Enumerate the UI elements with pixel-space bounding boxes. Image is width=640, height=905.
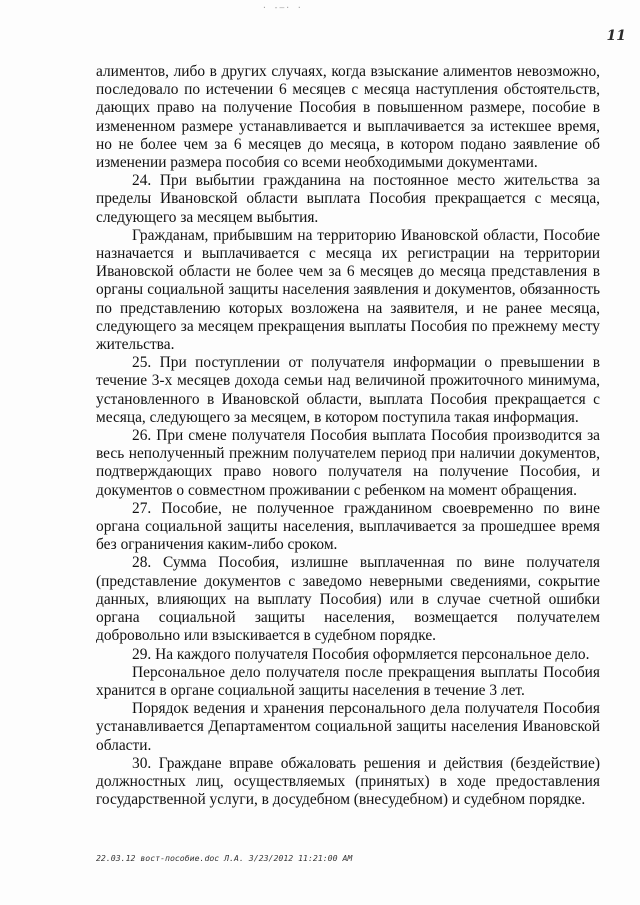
paragraph-29: 29. На каждого получателя Пособия оформляется персональное дело.: [132, 645, 590, 663]
document-footer: 22.03.12 вост-пособие.doc Л.А. 3/23/2012 11:21:00 AM: [96, 853, 353, 863]
paragraph-29-procedure: Порядок ведения и хранения персонального дела получателя Пособия устанавливается Департаментом социальной защиты населения Ивановской области.: [96, 700, 600, 754]
page-number: 11: [606, 28, 626, 44]
paragraph-24-arrivals: Гражданам, прибывшим на территорию Ивановской области, Пособие назначается и выплачивается с месяца их регистрации на территории Ивановской области не более чем за 6 месяцев до месяца представления в органы социальной защиты населения заявления и документов, обязанность по представлению которых возложена на заявителя, и не ранее месяца, следующего за месяцем прекращения выплаты Пособия по прежнему месту жительства.: [96, 226, 600, 354]
paragraph-26: 26. При смене получателя Пособия выплата Пособия производится за весь неполученный прежним получателем период при наличии документов, подтверждающих право нового получателя на получение Пособия, и документов о совместном проживании с ребенком на момент обращения.: [96, 427, 600, 499]
document-body: [96, 63, 600, 809]
paragraph-continuation: алиментов, либо в других случаях, когда взыскание алиментов невозможно, последовало по истечении 6 месяцев с месяца наступления обстоятельств, дающих право на получение Пособия в повышенном размере, пособие в измененном размере устанавливается и выплачивается за истекшее время, но не более чем за 6 месяцев до месяца, в котором подано заявление об изменении размера пособия со всеми необходимыми документами.: [96, 63, 600, 172]
paragraph-28: 28. Сумма Пособия, излишне выплаченная по вине получателя (представление документов с заведомо неверными сведениями, сокрытие данных, влияющих на выплату Пособия) или в случае счетной ошибки органа социальной защиты населения, возмещается получателем добровольно или взыскивается в судебном порядке.: [96, 554, 600, 645]
paragraph-29-storage: Персональное дело получателя после прекращения выплаты Пособия хранится в органе социальной защиты населения в течение 3 лет.: [96, 663, 600, 699]
paragraph-30: 30. Граждане вправе обжаловать решения и действия (бездействие) должностных лиц, осуществляемых (принятых) в ходе предоставления государственной услуги, в досудебном (внесудебном) и судебном порядке.: [96, 754, 600, 809]
paragraph-25: 25. При поступлении от получателя информации о превышении в течение 3-х месяцев дохода семьи над величиной прожиточного минимума, установленного в Ивановской области, выплата Пособия прекращается с месяца, следующего за месяцем, в котором поступила такая информация.: [96, 354, 600, 426]
paragraph-27: 27. Пособие, не полученное гражданином своевременно по вине органа социальной защиты населения, выплачивается за прошедшее время без ограничения каким-либо сроком.: [96, 499, 600, 554]
paragraph-24: 24. При выбытии гражданина на постоянное место жительства за пределы Ивановской области выплата Пособия прекращается с месяца, следующего за месяцем выбытия.: [96, 172, 600, 226]
scan-mark: · -—· ·: [262, 3, 303, 12]
